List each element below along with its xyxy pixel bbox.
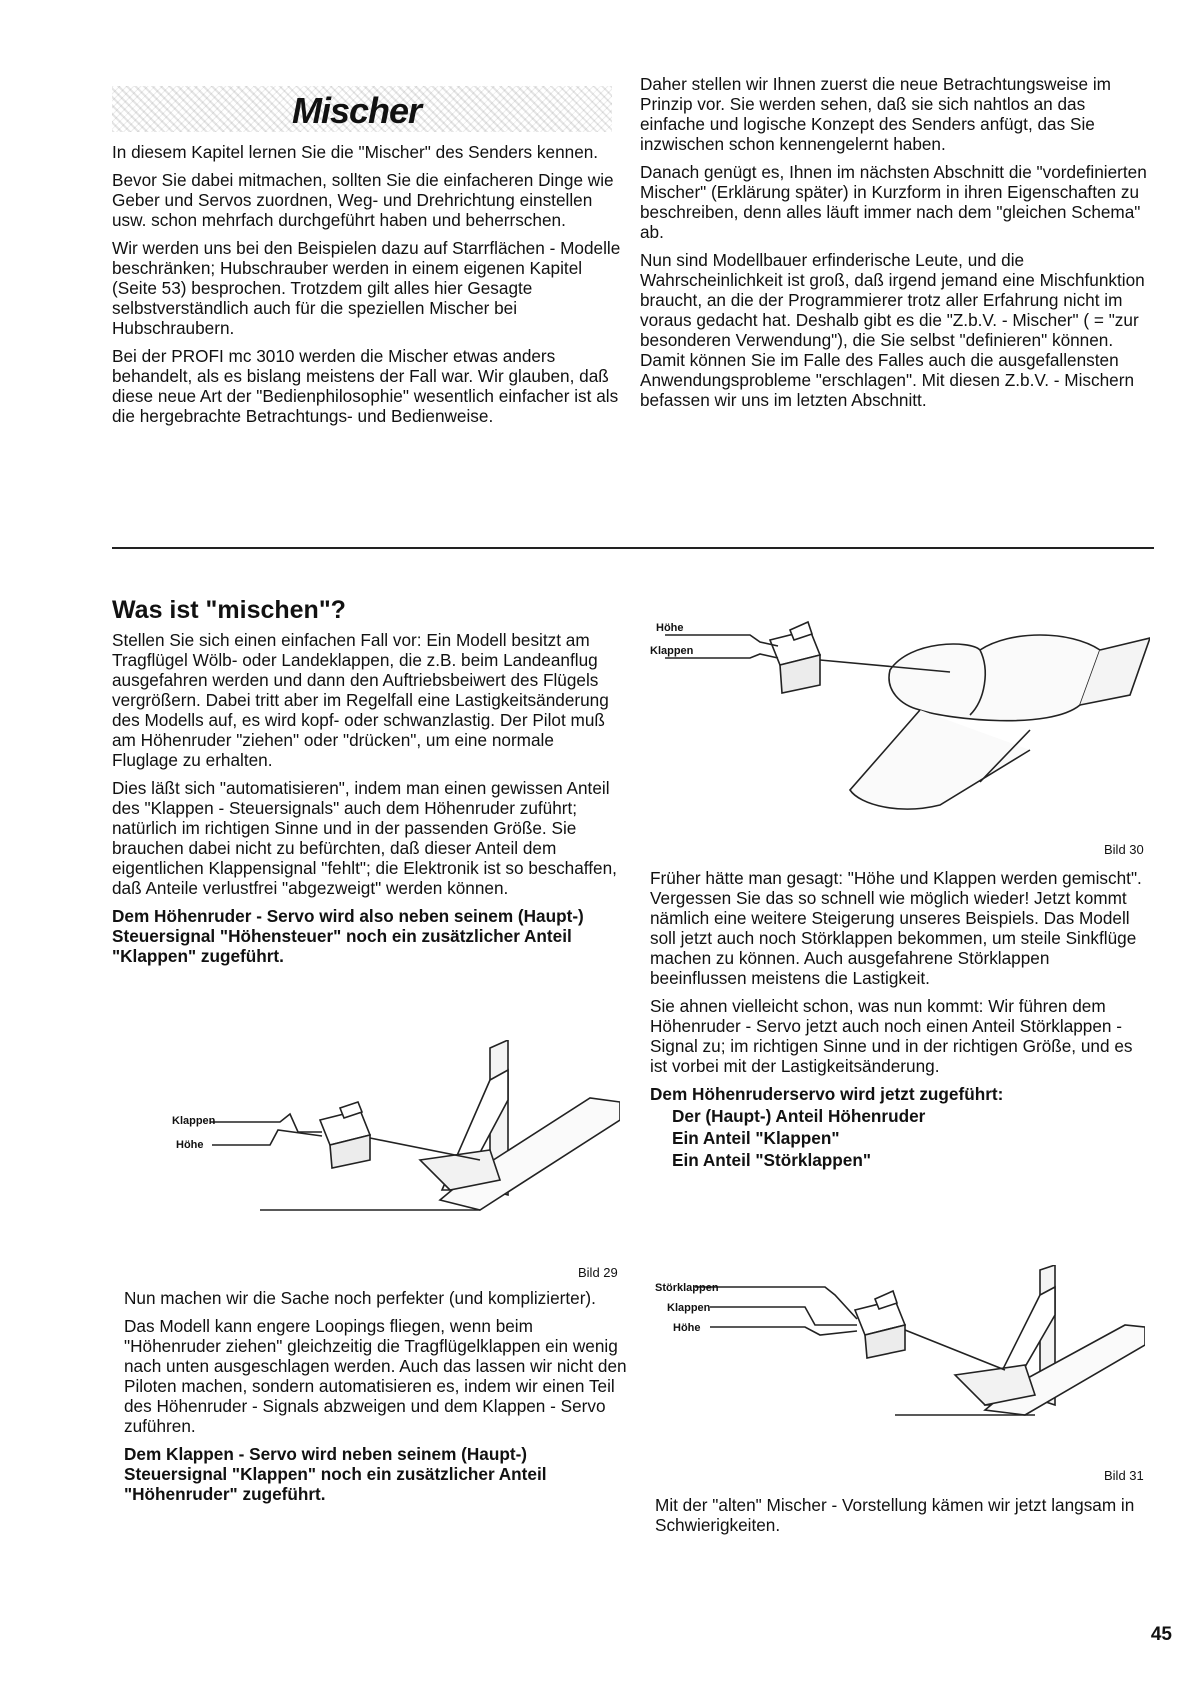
intro-right-paragraph: Danach genügt es, Ihnen im nächsten Abschnitt die "vordefinierten Mischer" (Erklärung später) in Kurzform in ihren Eigenschaften zu beschreiben, denn alles läuft immer nach dem "gleichen Schema" ab.: [640, 162, 1147, 242]
section-divider: [112, 547, 1154, 549]
intro-left-paragraph: Wir werden uns bei den Beispielen dazu auf Starrflächen - Modelle beschränken; Hubschrauber werden in einem eigenen Kapitel (Seite 53) besprochen. Trotzdem gilt alles hier Gesagte selbstverständlich auch für die speziellen Mischer bei Hubschraubern.: [112, 238, 621, 338]
intro-left-paragraph: In diesem Kapitel lernen Sie die "Mischer" des Senders kennen.: [112, 142, 599, 162]
section-left-column: [112, 630, 624, 974]
section-left-paragraph: Stellen Sie sich einen einfachen Fall vor: Ein Modell besitzt am Tragflügel Wölb- oder Landeklappen, die z.B. beim Landeanflug ausgefahren werden und dann den Auftriebsbeiwert des Flügels vergrößern. Dabei tritt aber im Regelfall eine Lastigkeitsänderung des Modells auf, es wird kopf- oder schwanzlastig. Der Pilot muß am Höhenruder "ziehen" oder "drücken", um eine normale Fluglage zu erhalten.: [112, 630, 609, 770]
chapter-banner: [112, 86, 612, 132]
section-right-paragraph: Früher hätte man gesagt: "Höhe und Klappen werden gemischt". Vergessen Sie das so schnell wie möglich wieder! Jetzt kommt nämlich eine weitere Steigerung unseres Beispiels. Das Modell soll jetzt auch noch Störklappen bekommen, um steile Sinkflüge machen zu können. Auch ausgefahrene Störklappen beeinflussen meistens die Lastigkeit.: [650, 868, 1142, 988]
bild-31-caption: Bild 31: [1104, 1468, 1144, 1483]
section-right-bold-lead: Dem Höhenruderservo wird jetzt zugeführt:: [650, 1084, 1004, 1104]
bild-31-label-stoerklappen: Störklappen: [655, 1282, 719, 1294]
section-left-emphasis: Dem Höhenruder - Servo wird also neben seinem (Haupt-) Steuersignal "Höhensteuer" noch ein zusätzlicher Anteil "Klappen" zugeführt.: [112, 906, 584, 966]
intro-right-column: [640, 74, 1148, 418]
intro-left-paragraph: Bei der PROFI mc 3010 werden die Mischer etwas anders behandelt, als es bislang meistens der Fall war. Wir glauben, daß diese neue Art der "Bedienphilosophie" wesentlich einfacher ist als die hergebrachte Betrachtungs- und Bedienweise.: [112, 346, 619, 426]
bottom-left-paragraph: Nun machen wir die Sache noch perfekter (und komplizierter).: [124, 1288, 596, 1308]
bild-31-label-hoehe: Höhe: [673, 1322, 701, 1334]
section-heading: Was ist "mischen"?: [112, 596, 346, 624]
section-left-paragraph: Dies läßt sich "automatisieren", indem man einen gewissen Anteil des "Klappen - Steuersignals" auch dem Höhenruder zuführt; natürlich im richtigen Sinne und in der passenden Größe. Sie brauchen dabei nicht zu befürchten, daß dieser Anteil dem eigentlichen Klappensignal "fehlt"; die Elektronik ist so beschaffen, daß Anteile verlustfrei "abgezweigt" werden können.: [112, 778, 617, 898]
bild-29-label-hoehe: Höhe: [176, 1139, 204, 1151]
figure-bild-29: [150, 1040, 620, 1240]
final-paragraph: Mit der "alten" Mischer - Vorstellung kämen wir jetzt langsam in Schwierigkeiten.: [655, 1495, 1135, 1535]
bild-30-label-hoehe: Höhe: [656, 622, 684, 634]
section-right-bold-item: Der (Haupt-) Anteil Höhenruder: [672, 1106, 926, 1126]
section-right-bold-item: Ein Anteil "Klappen": [672, 1128, 840, 1148]
bild-31-diagram: [655, 1265, 1145, 1465]
intro-right-paragraph: Daher stellen wir Ihnen zuerst die neue Betrachtungsweise im Prinzip vor. Sie werden sehen, daß sie sich nahtlos an das einfache und logische Konzept des Senders anfügt, das Sie inzwischen schon kennengelernt haben.: [640, 74, 1111, 154]
bild-31-label-klappen: Klappen: [667, 1302, 711, 1314]
bottom-left-emphasis: Dem Klappen - Servo wird neben seinem (Haupt-) Steuersignal "Klappen" noch ein zusätzlicher Anteil "Höhenruder" zugeführt.: [124, 1444, 547, 1504]
section-right-column: [650, 868, 1150, 1178]
bild-29-diagram: [150, 1040, 620, 1240]
figure-bild-31: [655, 1265, 1145, 1465]
intro-left-paragraph: Bevor Sie dabei mitmachen, sollten Sie die einfacheren Dinge wie Geber und Servos zuordnen, Weg- und Drehrichtung einstellen usw. schon mehrfach durchgeführt haben und beherrschen.: [112, 170, 614, 230]
section-right-bold-item: Ein Anteil "Störklappen": [672, 1150, 872, 1170]
bottom-left-column: [124, 1288, 629, 1512]
intro-right-paragraph: Nun sind Modellbauer erfinderische Leute, und die Wahrscheinlichkeit ist groß, daß irgend jemand eine Mischfunktion braucht, an die der Programmierer trotz aller Erfahrung nicht im voraus gedacht hat. Deshalb gibt es die "Z.b.V. - Mischer" ( = "zur besonderen Verwendung"), die Sie selbst "definieren" können. Damit können Sie im Falle des Falles auch die ausgefallensten Anwendungsprobleme "erschlagen". Mit diesen Z.b.V. - Mischern befassen wir uns im letzten Abschnitt.: [640, 250, 1145, 410]
chapter-title: Mischer: [292, 90, 422, 131]
bild-30-diagram: [650, 610, 1150, 840]
bild-30-label-klappen: Klappen: [650, 645, 694, 657]
bottom-right-column: [655, 1495, 1155, 1543]
figure-bild-30: [650, 610, 1150, 840]
section-right-paragraph: Sie ahnen vielleicht schon, was nun kommt: Wir führen dem Höhenruder - Servo jetzt auch noch einen Anteil Störklappen -Signal zu; im richtigen Sinne und in der richtigen Größe, und es ist vorbei mit der Lastigkeitsänderung.: [650, 996, 1133, 1076]
bottom-left-paragraph: Das Modell kann engere Loopings fliegen, wenn beim "Höhenruder ziehen" gleichzeitig die Tragflügelklappen ein wenig nach unten ausgeschlagen werden. Auch das lassen wir nicht den Piloten machen, sondern automatisieren es, indem wir einen Teil des Höhenruder - Signals abzweigen und dem Klappen - Servo zuführen.: [124, 1316, 627, 1436]
bild-30-caption: Bild 30: [1104, 842, 1144, 857]
intro-left-column: [112, 142, 624, 434]
page-number: 45: [1150, 1624, 1172, 1645]
bild-29-label-klappen: Klappen: [172, 1115, 216, 1127]
bild-29-caption: Bild 29: [578, 1265, 618, 1280]
